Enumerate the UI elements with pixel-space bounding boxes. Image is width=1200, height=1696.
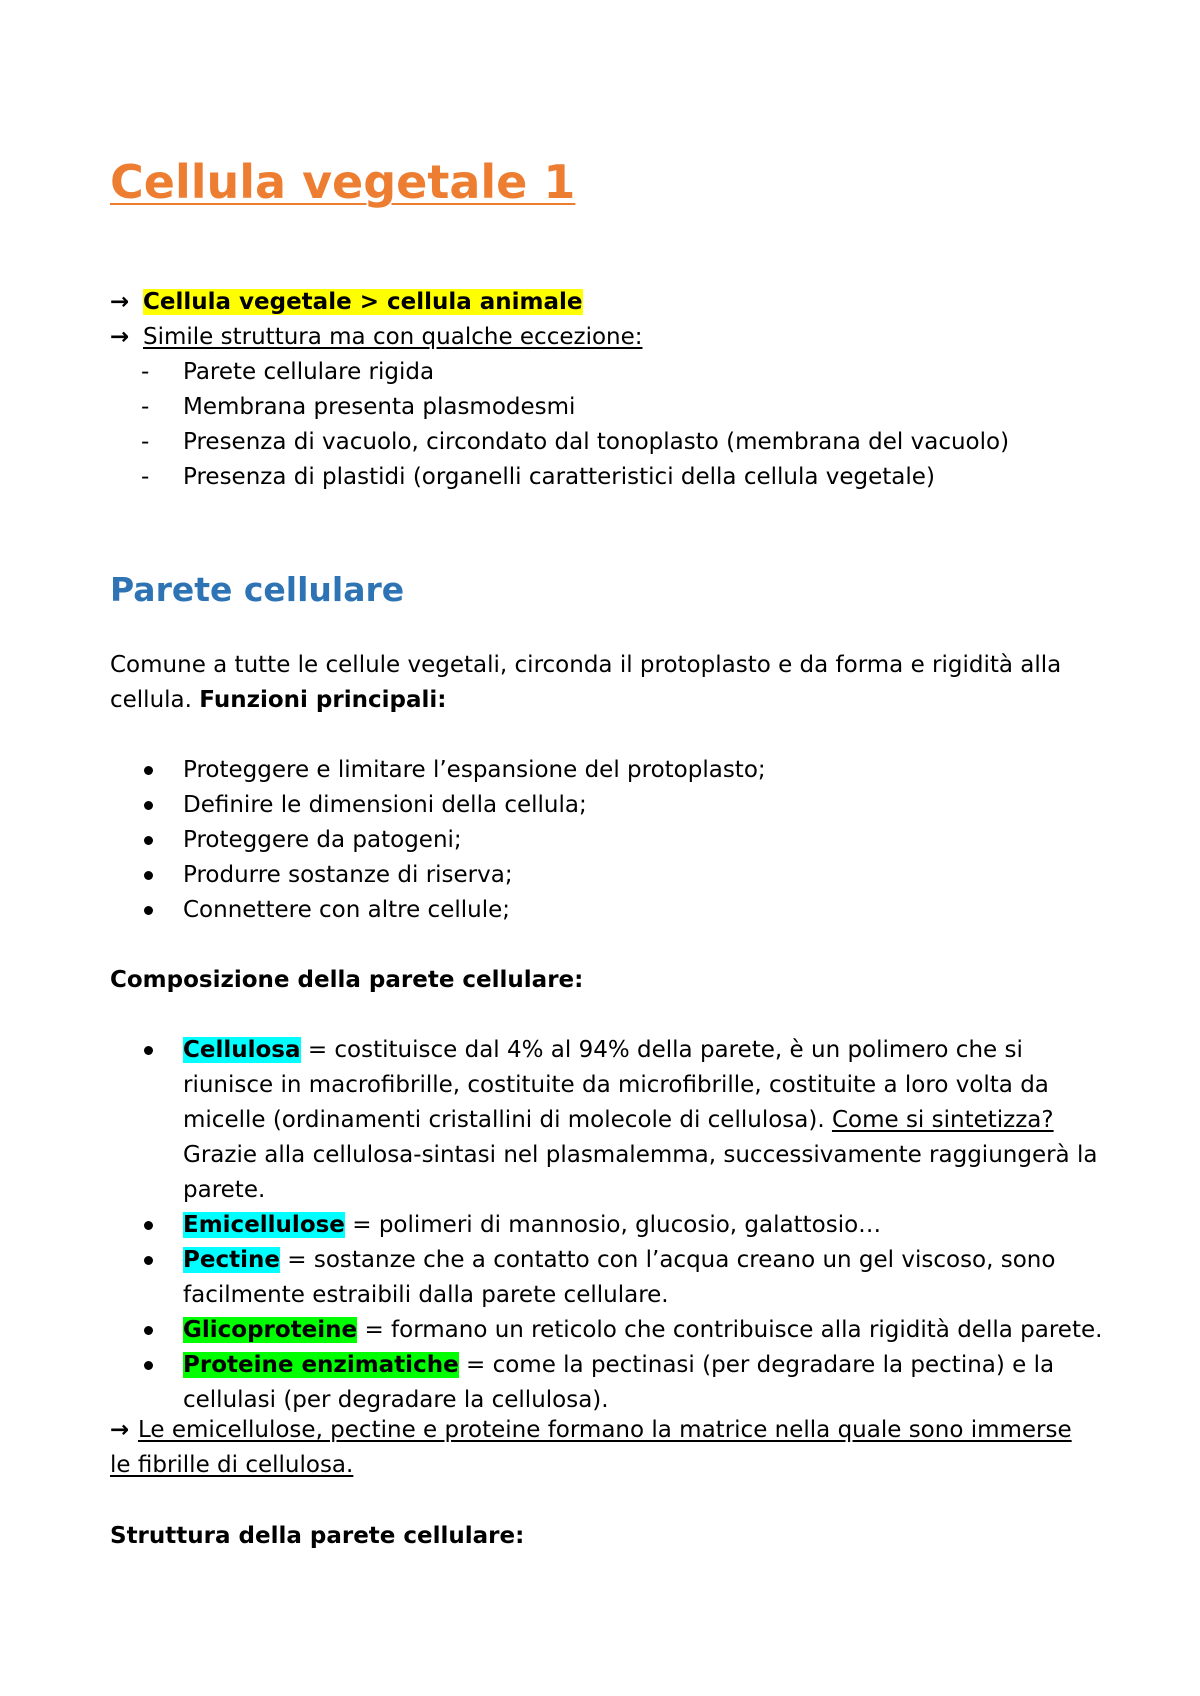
composition-list xyxy=(110,1033,1120,1418)
bullet-icon xyxy=(144,766,153,775)
section-heading: Parete cellulare xyxy=(110,570,405,609)
structure-heading: Struttura della parete cellulare: xyxy=(110,1523,525,1549)
term-highlight: Glicoproteine xyxy=(183,1317,358,1343)
arrow-icon: → xyxy=(110,289,130,315)
list-item: Emicellulose = polimeri di mannosio, glucosio, galattosio… xyxy=(110,1208,1120,1243)
list-item: Glicoproteine = formano un reticolo che contribuisce alla rigidità della parete. xyxy=(110,1313,1120,1348)
arrow-icon: → xyxy=(110,324,130,350)
arrow-icon: → xyxy=(110,1417,130,1443)
bullet-icon xyxy=(144,906,153,915)
term-highlight: Proteine enzimatiche xyxy=(183,1352,459,1378)
list-item: Definire le dimensioni della cellula; xyxy=(110,788,1110,823)
intro-line-2 xyxy=(110,320,1110,355)
list-item: Connettere con altre cellule; xyxy=(110,893,1110,928)
list-item: Cellulosa = costituisce dal 4% al 94% della parete, è un polimero che si riunisce in macrofibrille, costituite da microfibrille, costituite a loro volta da micelle (ordinamenti cristallini di molecole di cellulosa). Come si sintetizza? Grazie alla cellulosa-sintasi nel plasmalemma, successivamente raggiungerà la parete. xyxy=(110,1033,1120,1208)
list-item: - Presenza di vacuolo, circondato dal tonoplasto (membrana del vacuolo) xyxy=(110,425,1110,460)
dash-marker: - xyxy=(141,394,150,420)
list-item: - Membrana presenta plasmodesmi xyxy=(110,390,1110,425)
term-highlight: Emicellulose xyxy=(183,1212,345,1238)
bullet-icon xyxy=(144,1361,153,1370)
list-item: Produrre sostanze di riserva; xyxy=(110,858,1110,893)
functions-list xyxy=(110,753,1110,928)
list-item: - Presenza di plastidi (organelli caratteristici della cellula vegetale) xyxy=(110,460,1110,495)
exceptions-list xyxy=(110,355,1110,495)
underlined-question: Come si sintetizza? xyxy=(831,1107,1054,1133)
bullet-icon xyxy=(144,801,153,810)
intro-section xyxy=(110,285,1110,495)
bullet-icon xyxy=(144,1326,153,1335)
bullet-icon xyxy=(144,871,153,880)
term-highlight: Pectine xyxy=(183,1247,280,1273)
list-item: Pectine = sostanze che a contatto con l’acqua creano un gel viscoso, sono facilmente estraibili dalla parete cellulare. xyxy=(110,1243,1120,1313)
bullet-icon xyxy=(144,1221,153,1230)
dash-marker: - xyxy=(141,429,150,455)
term-highlight: Cellulosa xyxy=(183,1037,301,1063)
matrix-note: → Le emicellulose, pectine e proteine formano la matrice nella quale sono immerse le fibrille di cellulosa. xyxy=(110,1413,1110,1483)
highlighted-text: Cellula vegetale > cellula animale xyxy=(143,289,583,315)
composition-heading: Composizione della parete cellulare: xyxy=(110,967,584,993)
page-title: Cellula vegetale 1 xyxy=(110,155,576,209)
list-item: Proteggere e limitare l’espansione del protoplasto; xyxy=(110,753,1110,788)
underlined-text: Simile struttura ma con qualche eccezione: xyxy=(143,324,643,350)
list-item: Proteggere da patogeni; xyxy=(110,823,1110,858)
bullet-icon xyxy=(144,836,153,845)
dash-marker: - xyxy=(141,359,150,385)
section-paragraph: Comune a tutte le cellule vegetali, circonda il protoplasto e da forma e rigidità alla cellula. Funzioni principali: xyxy=(110,652,1062,713)
bullet-icon xyxy=(144,1256,153,1265)
intro-line-1 xyxy=(110,285,1110,320)
list-item: Proteine enzimatiche = come la pectinasi (per degradare la pectina) e la cellulasi (per degradare la cellulosa). xyxy=(110,1348,1120,1418)
list-item: - Parete cellulare rigida xyxy=(110,355,1110,390)
bullet-icon xyxy=(144,1046,153,1055)
dash-marker: - xyxy=(141,464,150,490)
